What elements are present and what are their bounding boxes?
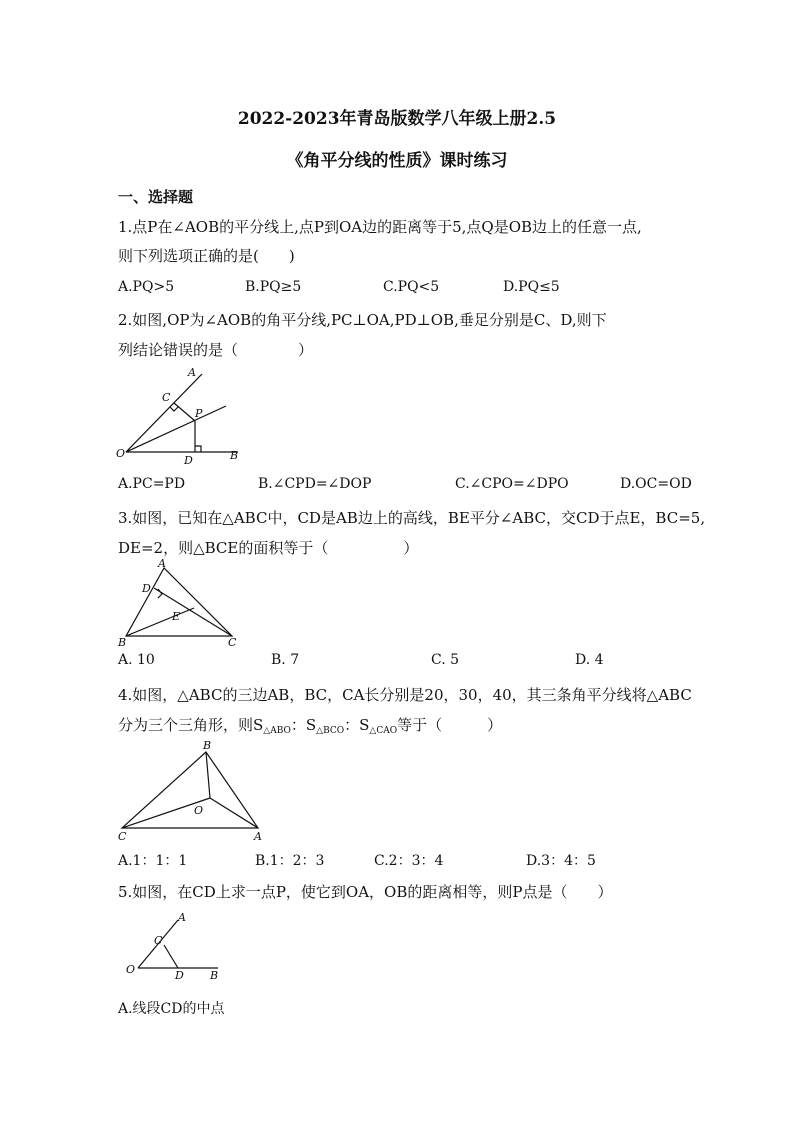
q4-option-c: C.2：3：4 — [374, 853, 444, 869]
q1-option-d: D.PQ≤5 — [503, 279, 560, 295]
q2-label-a: A — [188, 366, 196, 379]
q3-text-line2: DE=2，则△BCE的面积等于（ ） — [118, 539, 419, 557]
q3-label-b: B — [118, 636, 127, 649]
q3-option-c: C. 5 — [431, 652, 460, 668]
q2-option-b: B.∠CPD=∠DOP — [258, 476, 372, 492]
q4-text-tail: 等于（ ） — [397, 716, 503, 734]
q2-text-line1: 2.如图,OP为∠AOB的角平分线,PC⊥OA,PD⊥OB,垂足分别是C、D,则下 — [118, 311, 607, 329]
q5-option-a: A.线段CD的中点 — [118, 1001, 225, 1017]
section-heading: 一、选择题 — [118, 188, 194, 206]
q4-label-o: O — [194, 804, 204, 817]
q5-label-a: A — [178, 911, 186, 924]
q2-option-c: C.∠CPO=∠DPO — [455, 476, 569, 492]
q2-figure — [112, 364, 252, 468]
q4-option-a: A.1：1：1 — [118, 853, 188, 869]
q2-label-b: B — [230, 449, 239, 462]
q5-figure — [120, 908, 226, 980]
q4-option-d: D.3：4：5 — [526, 853, 596, 869]
q2-label-c: C — [162, 391, 171, 404]
q3-text-line1: 3.如图，已知在△ABC中，CD是AB边上的高线，BE平分∠ABC，交CD于点E，BC=5, — [118, 509, 706, 527]
q1-option-a: A.PQ>5 — [118, 279, 175, 295]
q4-label-b: B — [203, 739, 212, 752]
q4-figure — [114, 736, 268, 844]
q3-option-a: A. 10 — [118, 652, 155, 668]
q1-text-line1: 1.点P在∠AOB的平分线上,点P到OA边的距离等于5,点Q是OB边上的任意一点, — [118, 218, 642, 236]
q5-label-d: D — [175, 969, 184, 980]
q4-option-b: B.1：2：3 — [255, 853, 325, 869]
title-line-1: 2022-2023年青岛版数学八年级上册2.5 — [237, 109, 557, 129]
q4-text-line2 — [118, 714, 502, 736]
q2-label-p: P — [195, 407, 203, 420]
q5-text-line1: 5.如图，在CD上求一点P，使它到OA，OB的距离相等，则P点是（ ） — [118, 883, 613, 901]
q3-option-b: B. 7 — [271, 652, 300, 668]
q4-subscript-abo: △ABO — [263, 726, 291, 736]
q3-option-d: D. 4 — [575, 652, 604, 668]
q5-label-c: C — [154, 934, 163, 947]
q1-text-line2: 则下列选项正确的是( ) — [118, 247, 295, 265]
q2-option-a: A.PC=PD — [118, 476, 186, 492]
q3-label-c: C — [228, 636, 237, 649]
q2-text-line2: 列结论错误的是（ ） — [118, 341, 314, 359]
q4-label-c: C — [118, 830, 127, 843]
q3-label-e: E — [172, 610, 181, 623]
q1-option-c: C.PQ<5 — [383, 279, 440, 295]
q4-separator-1: ：S — [290, 716, 317, 734]
q3-label-d: D — [142, 582, 151, 595]
q1-option-b: B.PQ≥5 — [245, 279, 302, 295]
q4-subscript-bco: △BCO — [316, 726, 345, 736]
q4-separator-2: ：S — [344, 716, 370, 734]
title-line-2: 《角平分线的性质》课时练习 — [286, 151, 508, 171]
q4-subscript-cao: △CAO — [369, 726, 398, 736]
q5-label-o: O — [126, 963, 136, 976]
q4-label-a: A — [254, 830, 262, 843]
q4-text-line1: 4.如图，△ABC的三边AB，BC，CA长分别是20，30，40，其三条角平分线将△ABC — [118, 686, 692, 704]
q2-label-d: D — [184, 454, 193, 467]
q5-label-b: B — [210, 969, 219, 980]
q3-label-a: A — [158, 558, 166, 570]
q3-figure — [114, 558, 244, 650]
q2-label-o: O — [116, 447, 126, 460]
q2-option-d: D.OC=OD — [620, 476, 692, 492]
q4-text-part: 分为三个三角形，则S — [118, 716, 264, 734]
